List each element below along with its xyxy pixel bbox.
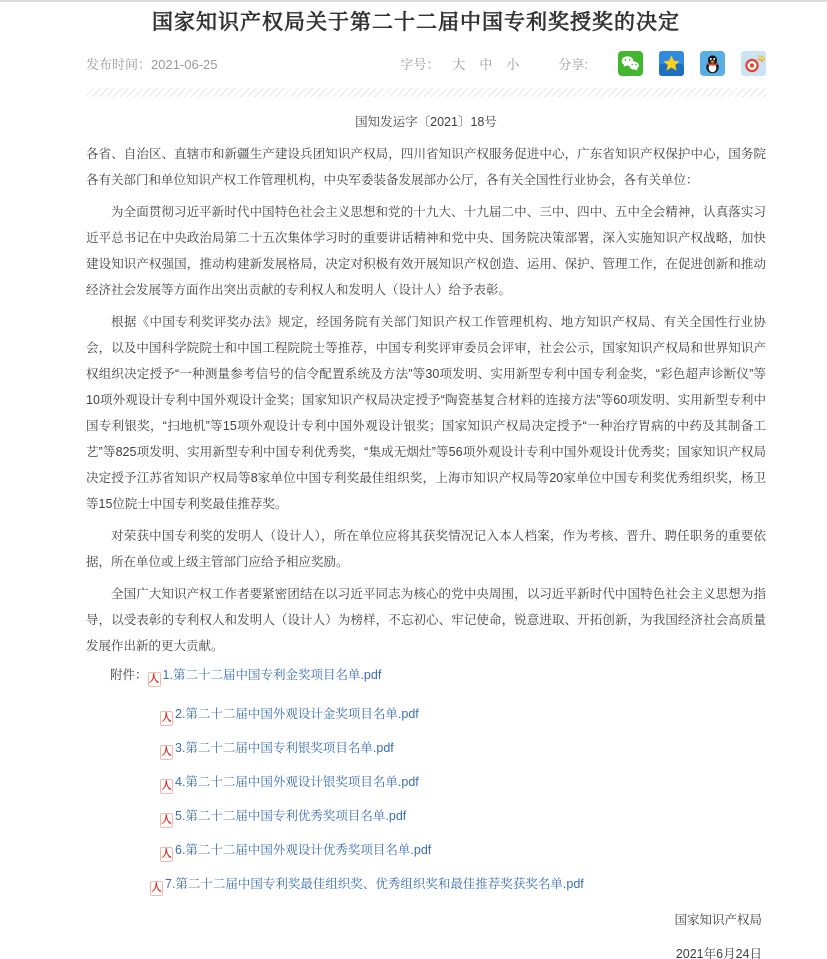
pdf-icon [160, 847, 173, 862]
attachment-link-text: 6.第二十二届中国外观设计优秀奖项目名单.pdf [175, 843, 432, 857]
attachment-link-text: 1.第二十二届中国专利金奖项目名单.pdf [162, 668, 382, 682]
meta-actions [400, 51, 766, 76]
attachment-link-6[interactable] [160, 843, 431, 857]
wechat-icon[interactable] [618, 51, 643, 76]
paragraph-awards: 根据《中国专利奖评奖办法》规定，经国务院有关部门知识产权工作管理机构、地方知识产权局、有关全国性行业协会，以及中国科学院院士和中国工程院院士等推荐，中国专利奖评审委员会评审，社会公示，国家知识产权局和世界知识产权组织决定授予“一种测量参考信号的信令配置系统及方法”等30项发明、实用新型专利中国专利金奖，“彩色超声诊断仪”等10项外观设计专利中国外观设计金奖；国家知识产权局决定授予“陶瓷基复合材料的连接方法”等60项发明、实用新型专利中国专利银奖，“扫地机”等15项外观设计专利中国外观设计银奖；国家知识产权局决定授予“一种治疗胃病的中药及其制备工艺”等825项发明、实用新型专利中国专利优秀奖，“集成无烟灶”等56项外观设计专利中国外观设计优秀奖；国家知识产权局决定授予江苏省知识产权局等8家单位中国专利奖最佳组织奖，上海市知识产权局等20家单位中国专利奖优秀组织奖，杨卫等15位院士中国专利奖最佳推荐奖。 [86, 315, 766, 511]
font-size-large-button[interactable]: 大 [452, 57, 466, 72]
hatched-divider [86, 88, 766, 97]
paragraph-closing: 全国广大知识产权工作者要紧密团结在以习近平同志为核心的党中央周围，以习近平新时代中国特色社会主义思想为指导，以受表彰的专利权人和发明人（设计人）为榜样，不忘初心、牢记使命，锐意进取、开拓创新，为我国经济社会高质量发展作出新的更大贡献。 [86, 587, 766, 653]
attachment-row [160, 705, 766, 726]
signature-block [86, 909, 766, 959]
attachment-link-text: 2.第二十二届中国外观设计金奖项目名单.pdf [175, 707, 419, 721]
pdf-icon [148, 672, 161, 687]
attachment-link-1[interactable] [148, 668, 382, 682]
share-label: 分享: [558, 57, 588, 72]
attachment-link-5[interactable] [160, 809, 406, 823]
attachment-link-7[interactable] [150, 877, 584, 891]
pdf-icon [150, 881, 163, 896]
publish-date: 2021-06-25 [151, 57, 218, 72]
attachments-label: 附件： [110, 668, 148, 682]
publish-time [86, 54, 218, 73]
attachment-row [160, 773, 766, 794]
pdf-icon [160, 813, 173, 828]
attachment-link-4[interactable] [160, 775, 419, 789]
signature-org: 国家知识产权局 [674, 913, 762, 927]
attachment-row [160, 807, 766, 828]
meta-bar [86, 51, 766, 76]
attachment-row [110, 666, 766, 687]
paragraph-recipients: 各省、自治区、直辖市和新疆生产建设兵团知识产权局，四川省知识产权服务促进中心，广东省知识产权保护中心，国务院各有关部门和单位知识产权工作管理机构，中央军委装备发展部办公厅，各有关全国性行业协会，各有关单位： [86, 147, 766, 187]
qzone-icon[interactable] [659, 51, 684, 76]
attachment-link-3[interactable] [160, 741, 394, 755]
attachment-link-text: 7.第二十二届中国专利奖最佳组织奖、优秀组织奖和最佳推荐奖获奖名单.pdf [165, 877, 584, 891]
signature-date: 2021年6月24日 [675, 947, 762, 959]
attachment-link-text: 5.第二十二届中国专利优秀奖项目名单.pdf [175, 809, 407, 823]
attachment-row [160, 739, 766, 760]
font-size-medium-button[interactable]: 中 [479, 57, 493, 72]
qq-icon[interactable] [700, 51, 725, 76]
attachments-section [86, 666, 766, 896]
paragraph-commendation: 为全面贯彻习近平新时代中国特色社会主义思想和党的十九大、十九届二中、三中、四中、五中全会精神，认真落实习近平总书记在中央政治局第二十五次集体学习时的重要讲话精神和党中央、国务院决策部署，深入实施知识产权战略，加快建设知识产权强国，推动构建新发展格局，决定对积极有效开展知识产权创造、运用、保护、管理工作，在促进创新和推动经济社会发展等方面作出突出贡献的专利权人和发明人（设计人）给予表彰。 [86, 205, 766, 297]
font-size-small-button[interactable]: 小 [506, 57, 520, 72]
pdf-icon [160, 745, 173, 760]
pdf-icon [160, 711, 173, 726]
paragraph-records: 对荣获中国专利奖的发明人（设计人），所在单位应将其获奖情况记入本人档案，作为考核、晋升、聘任职务的重要依据，所在单位或上级主管部门应给予相应奖励。 [86, 529, 766, 569]
doc-number: 国知发运字〔2021〕18号 [355, 115, 497, 129]
pdf-icon [160, 779, 173, 794]
attachment-link-text: 3.第二十二届中国专利银奖项目名单.pdf [175, 741, 394, 755]
article-body [86, 97, 766, 959]
publish-time-label: 发布时间： [86, 57, 152, 72]
attachment-row [150, 875, 766, 896]
attachment-link-text: 4.第二十二届中国外观设计银奖项目名单.pdf [175, 775, 419, 789]
font-size-label: 字号： [400, 57, 440, 72]
attachment-link-2[interactable] [160, 707, 419, 721]
attachment-row [160, 841, 766, 862]
weibo-icon[interactable] [741, 51, 766, 76]
page-title: 国家知识产权局关于第二十二届中国专利奖授奖的决定 [152, 11, 680, 34]
